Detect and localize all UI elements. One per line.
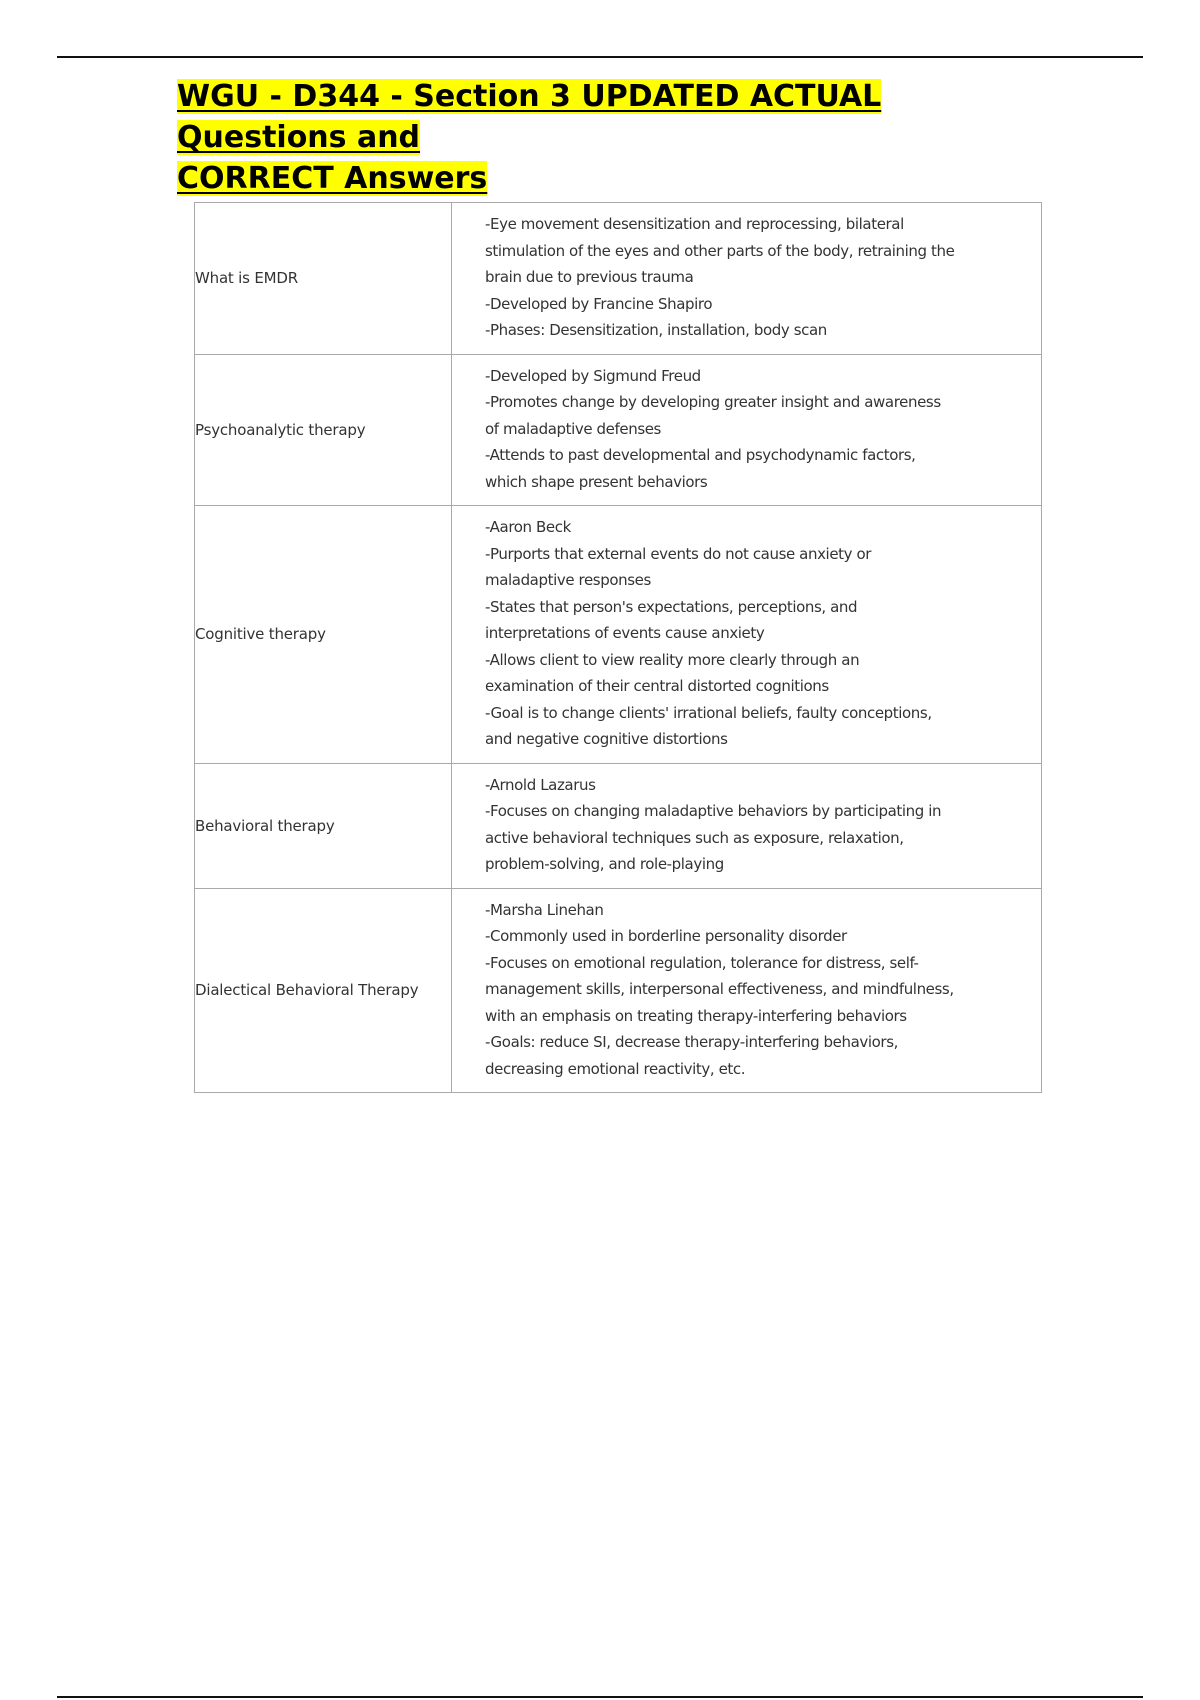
qa-table xyxy=(194,202,1042,1093)
answer-line: brain due to previous trauma xyxy=(485,268,694,286)
answer-cell xyxy=(452,506,1042,764)
question-cell: Psychoanalytic therapy xyxy=(195,354,452,506)
answer-cell xyxy=(452,888,1042,1093)
top-divider xyxy=(57,56,1143,58)
table-row xyxy=(195,354,1042,506)
answer-line: -Commonly used in borderline personality disorder xyxy=(485,927,847,945)
answer-line: with an emphasis on treating therapy-interfering behaviors xyxy=(485,1006,907,1025)
answer-line: -Goals: reduce SI, decrease therapy-interfering behaviors, xyxy=(485,1033,898,1051)
answer-line: -Phases: Desensitization, installation, body scan xyxy=(485,321,827,339)
question-cell: Cognitive therapy xyxy=(195,506,452,764)
answer-line: interpretations of events cause anxiety xyxy=(485,624,765,642)
table-row xyxy=(195,763,1042,888)
answer-line: stimulation of the eyes and other parts of the body, retraining the xyxy=(485,241,955,260)
title-line-1: WGU - D344 - Section 3 UPDATED ACTUAL Questions and xyxy=(177,79,882,155)
answer-line: -Eye movement desensitization and reprocessing, bilateral xyxy=(485,215,904,233)
answer-line: -Aaron Beck xyxy=(485,518,571,536)
answer-line: -Attends to past developmental and psychodynamic factors, xyxy=(485,446,916,464)
table-row xyxy=(195,506,1042,764)
answer-line: -Marsha Linehan xyxy=(485,900,604,919)
answer-line: decreasing emotional reactivity, etc. xyxy=(485,1059,746,1078)
answer-cell xyxy=(452,203,1042,355)
question-cell: Behavioral therapy xyxy=(195,763,452,888)
answer-line: -Developed by Francine Shapiro xyxy=(485,294,713,313)
answer-line: -Focuses on emotional regulation, tolerance for distress, self- xyxy=(485,953,919,972)
question-cell: What is EMDR xyxy=(195,203,452,355)
answer-line: active behavioral techniques such as exposure, relaxation, xyxy=(485,828,904,847)
title-line-2: CORRECT Answers xyxy=(177,161,488,196)
answer-line: which shape present behaviors xyxy=(485,472,708,491)
table-row xyxy=(195,888,1042,1093)
answer-line: -Promotes change by developing greater insight and awareness xyxy=(485,393,941,411)
answer-line: management skills, interpersonal effectiveness, and mindfulness, xyxy=(485,980,954,998)
answer-line: -Purports that external events do not cause anxiety or xyxy=(485,544,872,563)
bottom-divider xyxy=(57,1696,1143,1698)
answer-line: maladaptive responses xyxy=(485,571,651,589)
answer-line: -Arnold Lazarus xyxy=(485,775,596,794)
answer-line: problem-solving, and role-playing xyxy=(485,855,724,873)
answer-line: -Developed by Sigmund Freud xyxy=(485,366,701,385)
answer-line: and negative cognitive distortions xyxy=(485,730,728,748)
page-title xyxy=(177,76,1047,199)
question-cell: Dialectical Behavioral Therapy xyxy=(195,888,452,1093)
answer-line: -Allows client to view reality more clearly through an xyxy=(485,650,860,669)
answer-line: of maladaptive defenses xyxy=(485,419,661,438)
answer-cell xyxy=(452,354,1042,506)
answer-line: -States that person's expectations, perceptions, and xyxy=(485,597,858,616)
answer-line: -Goal is to change clients' irrational beliefs, faulty conceptions, xyxy=(485,703,932,722)
table-row xyxy=(195,203,1042,355)
answer-line: examination of their central distorted cognitions xyxy=(485,677,829,695)
answer-cell xyxy=(452,763,1042,888)
answer-line: -Focuses on changing maladaptive behaviors by participating in xyxy=(485,802,942,820)
